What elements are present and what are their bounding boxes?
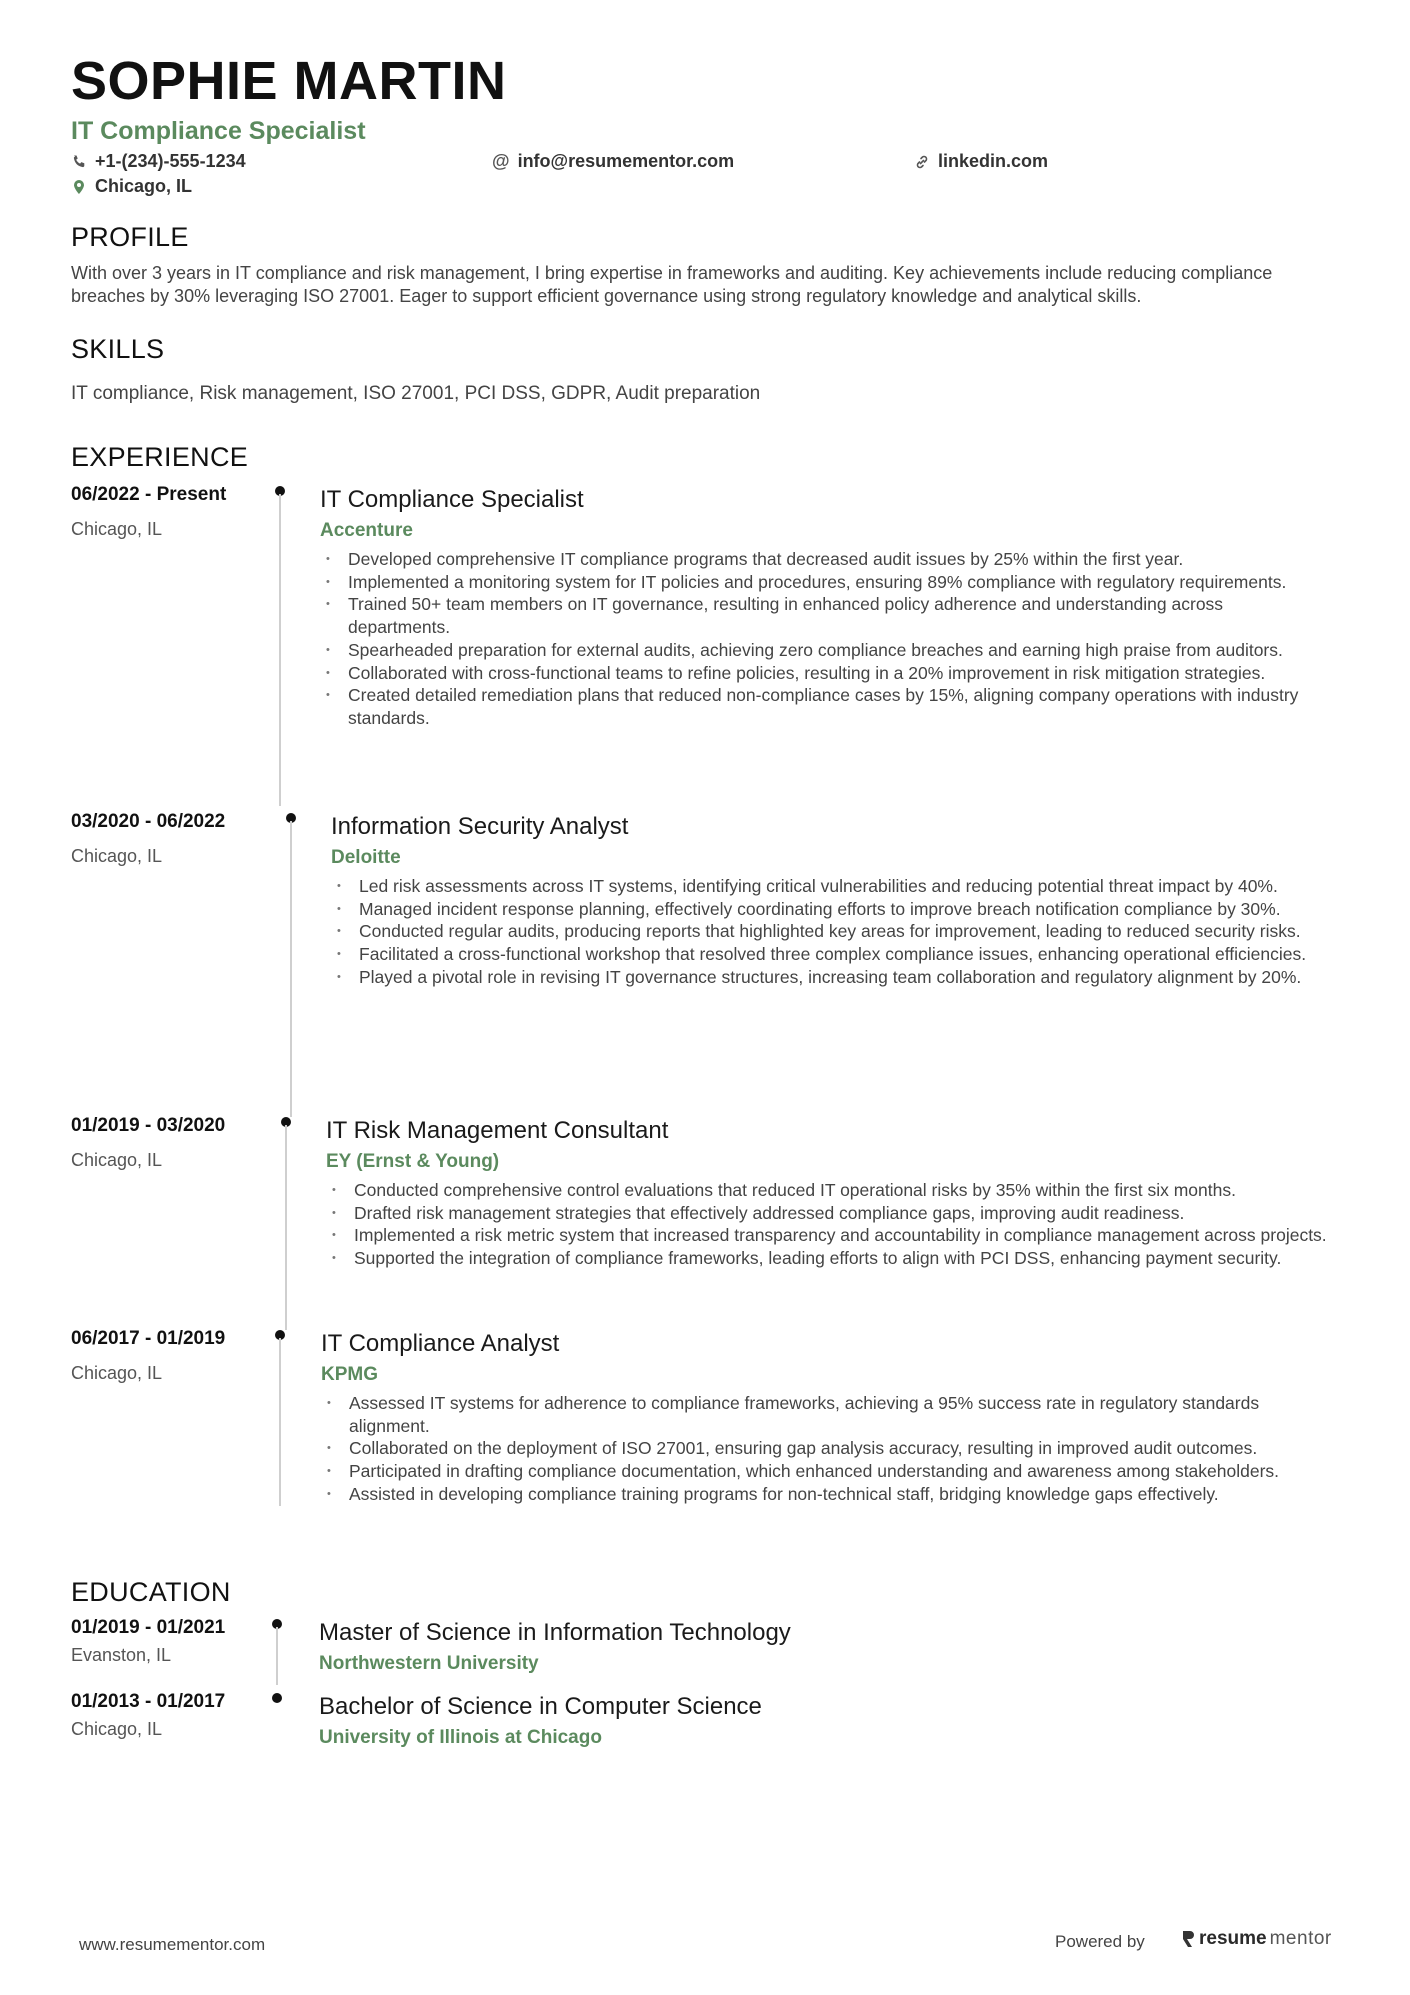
school-name: Northwestern University <box>319 1653 539 1674</box>
bullet-item: • Trained 50+ team members on IT governance, resulting in enhanced policy adherence and understanding across departments. <box>320 593 1320 638</box>
job-date: 06/2017 - 01/2019 <box>71 1328 226 1349</box>
bullet-item: • Collaborated on the deployment of ISO 27001, ensuring gap analysis accuracy, resulting in improved audit outcomes. <box>321 1437 1336 1460</box>
timeline-line <box>279 1338 281 1506</box>
phone-text: +1-(234)-555-1234 <box>95 151 246 171</box>
bullet-item: • Conducted comprehensive control evaluations that reduced IT operational risks by 35% within the first six months. <box>326 1179 1336 1202</box>
link-icon <box>914 154 930 170</box>
bullet-item: • Implemented a risk metric system that increased transparency and accountability in compliance management across projects. <box>326 1224 1336 1247</box>
bullet-item: • Drafted risk management strategies that effectively addressed compliance gaps, improving audit readiness. <box>326 1202 1336 1225</box>
email-contact <box>492 151 734 172</box>
profile-heading: PROFILE <box>71 222 189 252</box>
timeline-line <box>285 1125 287 1330</box>
email-text[interactable]: info@resumementor.com <box>517 151 735 171</box>
job-date: 01/2019 - 03/2020 <box>71 1115 226 1136</box>
job-role: IT Risk Management Consultant <box>326 1117 669 1144</box>
timeline-line <box>279 494 281 806</box>
company-name: KPMG <box>321 1364 378 1385</box>
linkedin-text[interactable]: linkedin.com <box>938 151 1049 171</box>
skills-heading: SKILLS <box>71 334 165 364</box>
education-location: Chicago, IL <box>71 1719 163 1739</box>
job-date: 06/2022 - Present <box>71 484 227 505</box>
education-heading: EDUCATION <box>71 1577 231 1607</box>
timeline-line <box>276 1627 278 1685</box>
brand-light-text: mentor <box>1269 1928 1332 1949</box>
job-role: IT Compliance Specialist <box>320 486 584 513</box>
location-text: Chicago, IL <box>95 176 193 196</box>
bullet-item: • Spearheaded preparation for external audits, achieving zero compliance breaches and earning high praise from auditors. <box>320 639 1320 662</box>
bullet-item: • Collaborated with cross-functional teams to refine policies, resulting in a 20% improvement in risk mitigation strategies. <box>320 662 1320 685</box>
phone-contact <box>71 151 246 172</box>
candidate-name: SOPHIE MARTIN <box>71 51 507 111</box>
job-role: Information Security Analyst <box>331 813 629 840</box>
phone-icon <box>71 154 87 170</box>
profile-text: With over 3 years in IT compliance and risk management, I bring expertise in frameworks and auditing. Key achievements include reducing compliance breaches by 30% leveraging ISO 27001. Eager to support efficient governance using strong regulatory knowledge and analytical skills. <box>71 263 1273 306</box>
skills-text: IT compliance, Risk management, ISO 27001, PCI DSS, GDPR, Audit preparation <box>71 383 761 404</box>
location-pin-icon <box>71 179 87 195</box>
bullet-item: • Supported the integration of compliance frameworks, leading efforts to align with PCI DSS, enhancing payment security. <box>326 1247 1336 1270</box>
timeline-line <box>290 821 292 1117</box>
job-role: IT Compliance Analyst <box>321 1330 560 1357</box>
school-name: University of Illinois at Chicago <box>319 1727 602 1748</box>
job-location: Chicago, IL <box>71 519 163 539</box>
bullet-item: • Managed incident response planning, effectively coordinating efforts to improve breach notification compliance by 30%. <box>331 898 1331 921</box>
location-contact <box>71 176 192 197</box>
job-location: Chicago, IL <box>71 846 163 866</box>
bullet-item: • Assisted in developing compliance training programs for non-technical staff, bridging knowledge gaps effectively. <box>321 1483 1336 1506</box>
footer-website[interactable]: www.resumementor.com <box>79 1935 266 1954</box>
timeline-dot <box>272 1693 282 1703</box>
degree-name: Bachelor of Science in Computer Science <box>319 1693 762 1720</box>
footer-brand-logo[interactable] <box>1180 1928 1332 1950</box>
company-name: EY (Ernst & Young) <box>326 1151 500 1172</box>
job-location: Chicago, IL <box>71 1363 163 1383</box>
job-bullets <box>331 875 1331 989</box>
education-date: 01/2019 - 01/2021 <box>71 1617 226 1638</box>
education-location: Evanston, IL <box>71 1645 172 1665</box>
job-bullets <box>326 1179 1336 1270</box>
education-date: 01/2013 - 01/2017 <box>71 1691 226 1712</box>
bullet-item: • Participated in drafting compliance documentation, which enhanced understanding and awareness among stakeholders. <box>321 1460 1336 1483</box>
bullet-item: • Conducted regular audits, producing reports that highlighted key areas for improvement, leading to reduced security risks. <box>331 920 1331 943</box>
bullet-item: • Facilitated a cross-functional workshop that resolved three complex compliance issues, enhancing operational efficiencies. <box>331 943 1331 966</box>
job-location: Chicago, IL <box>71 1150 163 1170</box>
bullet-item: • Developed comprehensive IT compliance programs that decreased audit issues by 25% within the first year. <box>320 548 1320 571</box>
job-bullets <box>320 548 1320 730</box>
at-icon: @ <box>492 151 510 171</box>
resumementor-logo-icon <box>1180 1929 1196 1949</box>
bullet-item: • Assessed IT systems for adherence to compliance frameworks, achieving a 95% success rate in regulatory standards alignment. <box>321 1392 1336 1437</box>
experience-heading: EXPERIENCE <box>71 442 249 472</box>
job-title: IT Compliance Specialist <box>71 117 366 145</box>
company-name: Deloitte <box>331 847 401 868</box>
job-bullets <box>321 1392 1336 1506</box>
bullet-item: • Led risk assessments across IT systems, identifying critical vulnerabilities and reducing potential threat impact by 40%. <box>331 875 1331 898</box>
job-date: 03/2020 - 06/2022 <box>71 811 226 832</box>
bullet-item: • Created detailed remediation plans that reduced non-compliance cases by 15%, aligning company operations with industry standards. <box>320 684 1320 729</box>
footer-powered-by: Powered by <box>1055 1932 1145 1951</box>
company-name: Accenture <box>320 520 413 541</box>
degree-name: Master of Science in Information Technology <box>319 1619 791 1646</box>
brand-bold-text: resume <box>1199 1928 1267 1949</box>
bullet-item: • Implemented a monitoring system for IT policies and procedures, ensuring 89% compliance with regulatory requirements. <box>320 571 1320 594</box>
linkedin-contact <box>914 151 1048 172</box>
bullet-item: • Played a pivotal role in revising IT governance structures, increasing team collaboration and regulatory alignment by 20%. <box>331 966 1331 989</box>
